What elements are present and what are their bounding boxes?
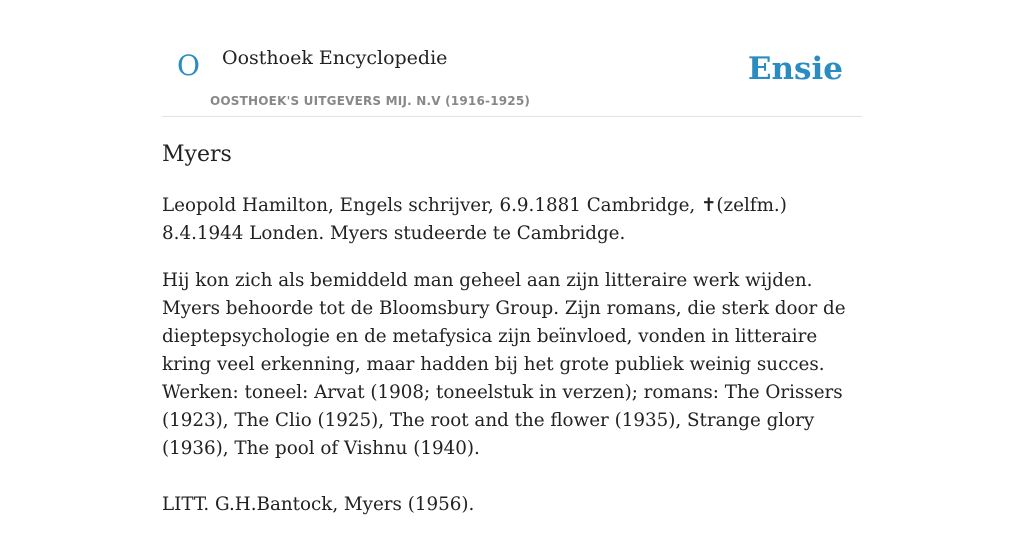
source-header <box>162 0 862 117</box>
source-title[interactable]: Oosthoek Encyclopedie <box>222 47 448 69</box>
oosthoek-logo[interactable]: O <box>177 49 200 82</box>
article-paragraph: Hij kon zich als bemiddeld man geheel aan zijn litteraire werk wijden. Myers behoorde tot de Bloomsbury Group. Zijn romans, die sterk door de dieptepsychologie en de metafysica zijn beïnvloed, vonden in litteraire kring veel erkenning, maar hadden bij het grote publiek weinig succes. Werken: toneel: Arvat (1908; toneelstuk in verzen); romans: The Orissers (1923), The Clio (1925), The root and the flower (1935), Strange glory (1936), The pool of Vishnu (1940). <box>162 270 846 459</box>
article-body <box>162 192 867 538</box>
ensie-logo-link[interactable]: Ensie <box>747 51 843 87</box>
literature-reference: LITT. G.H.Bantock, Myers (1956). <box>162 494 475 515</box>
source-subtitle: OOSTHOEK'S UITGEVERS MIJ. N.V (1916-1925) <box>210 94 531 108</box>
page-container <box>162 0 862 515</box>
article-term: Myers <box>162 142 232 167</box>
article-paragraph: Leopold Hamilton, Engels schrijver, 6.9.1881 Cambridge, ✝(zelfm.) 8.4.1944 Londen. Myers studeerde te Cambridge. <box>162 195 787 244</box>
